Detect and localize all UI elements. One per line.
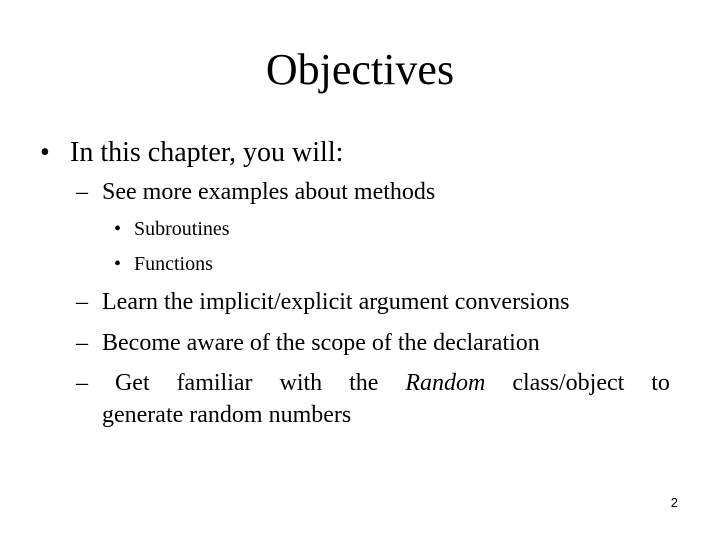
- dash-symbol: –: [76, 179, 88, 205]
- main-bullet: [40, 136, 343, 170]
- subsub-item-functions: [114, 251, 213, 277]
- continuation-line: generate random numbers: [102, 402, 352, 428]
- bullet-symbol: •: [114, 253, 122, 275]
- sub-item-methods: [76, 176, 435, 208]
- dash-symbol: –: [76, 370, 88, 396]
- subsub-item-text: Subroutines: [134, 218, 230, 240]
- dash-symbol: –: [76, 330, 88, 356]
- subsub-item-subroutines: [114, 216, 230, 242]
- main-bullet-text: In this chapter, you will:: [70, 137, 344, 168]
- word: Get: [114, 370, 150, 396]
- sub-item-text: See more examples about methods: [102, 179, 436, 205]
- slide-title: Objectives: [265, 45, 455, 94]
- sub-item-text: Learn the implicit/explicit argument conversions: [102, 289, 570, 315]
- sub-item-random: [76, 367, 670, 431]
- word: class/object: [512, 370, 625, 396]
- bullet-symbol: •: [114, 218, 122, 240]
- bullet-symbol: •: [40, 137, 50, 168]
- sub-item-conversions: [76, 286, 569, 318]
- word: familiar: [176, 370, 253, 396]
- page-number: 2: [670, 495, 678, 510]
- justified-line: [76, 367, 670, 399]
- sub-item-scope: [76, 327, 540, 359]
- word: to: [651, 370, 670, 396]
- sub-item-text: Become aware of the scope of the declaration: [102, 330, 540, 356]
- subsub-item-text: Functions: [134, 253, 213, 275]
- word: with: [279, 370, 323, 396]
- word: the: [349, 370, 379, 396]
- dash-symbol: –: [76, 289, 88, 315]
- word-random-italic: Random: [405, 370, 486, 396]
